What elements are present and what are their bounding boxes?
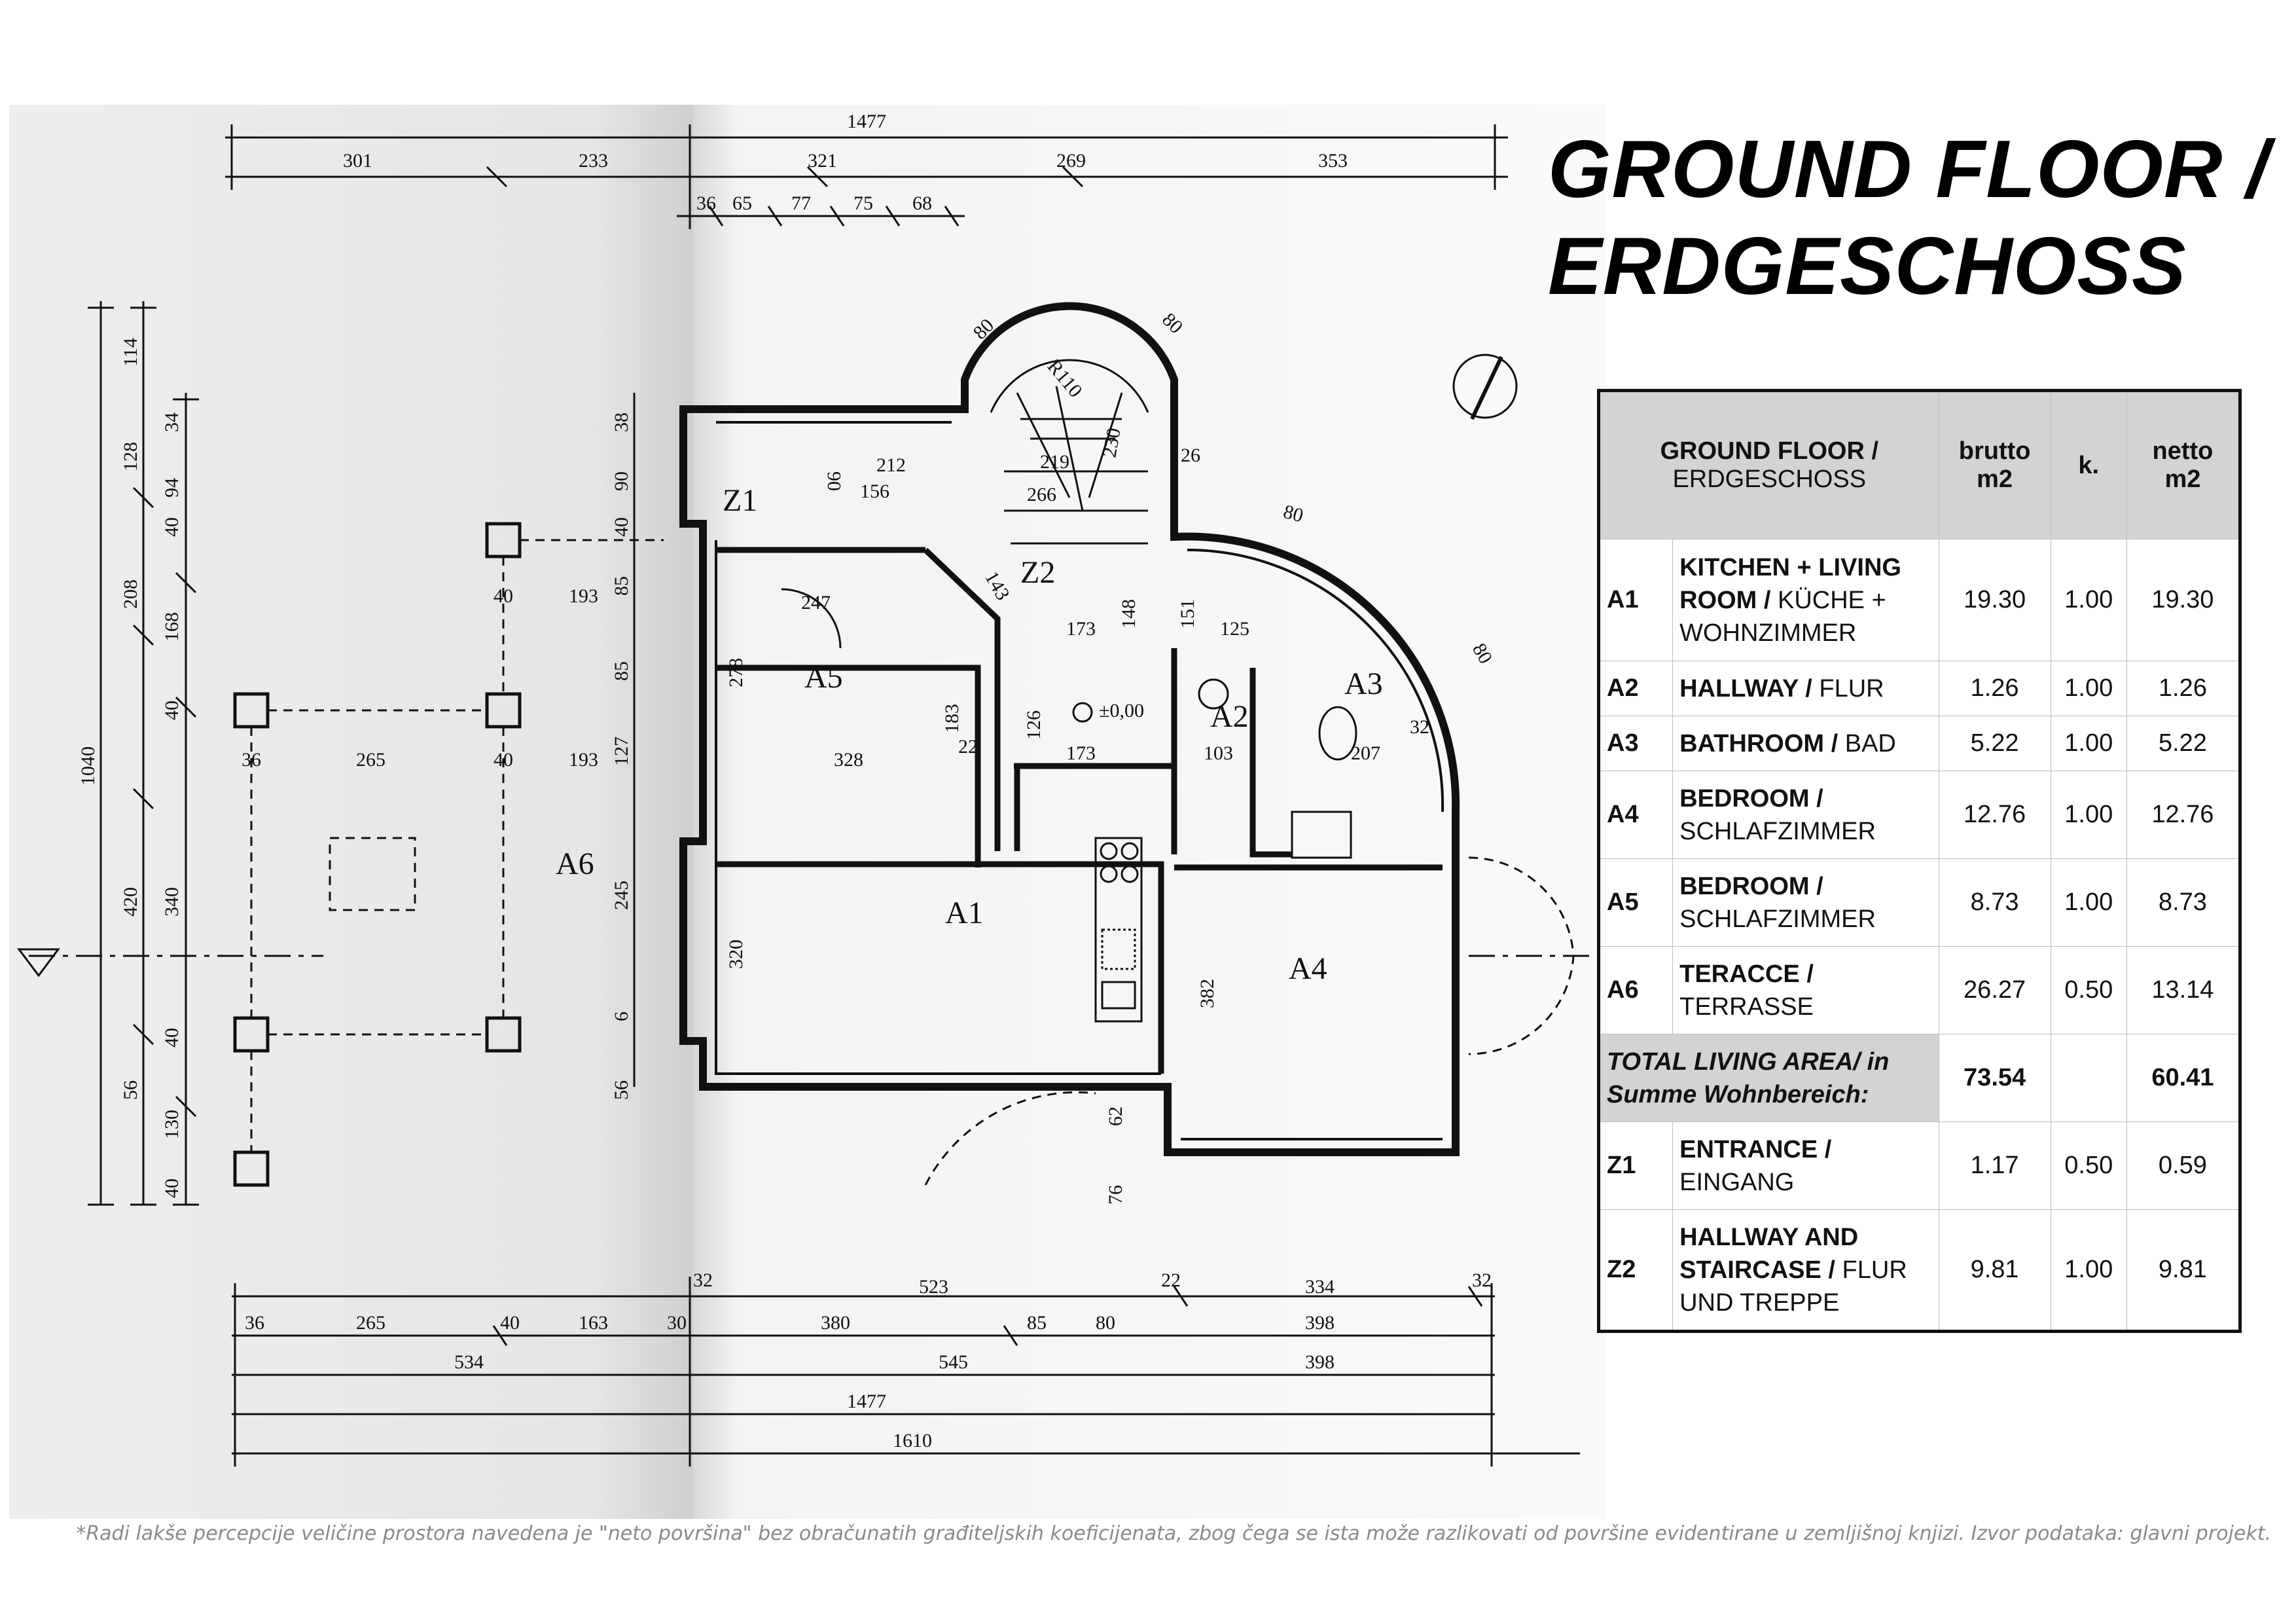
dim-left-6: 6 [611, 1012, 632, 1021]
dim-266: 266 [1027, 484, 1056, 505]
dim-top-total: 1477 [847, 111, 886, 132]
room-code: A3 [1599, 716, 1673, 771]
netto-value: 1.26 [2126, 661, 2240, 716]
room-label-z1: Z1 [723, 483, 758, 518]
dim-left-1040: 1040 [77, 746, 99, 786]
dim-22: 22 [958, 736, 978, 757]
dim-80d: 80 [1467, 640, 1497, 668]
dim-247: 247 [801, 592, 831, 613]
room-description [1673, 1210, 1939, 1332]
room-label-z2: Z2 [1020, 555, 1056, 590]
dim-126: 126 [1023, 710, 1045, 740]
room-code: A5 [1599, 859, 1673, 947]
dim-left-56: 56 [120, 1080, 141, 1100]
dim-bottom-534: 534 [454, 1351, 484, 1373]
brutto-value: 1.17 [1939, 1122, 2051, 1210]
room-code: A4 [1599, 771, 1673, 859]
room-code: Z1 [1599, 1122, 1673, 1210]
room-description [1673, 539, 1939, 661]
room-code: A1 [1599, 539, 1673, 661]
table-row [1599, 716, 2240, 771]
dim-76: 76 [1105, 1185, 1126, 1205]
dim-bottom-523: 523 [919, 1276, 948, 1298]
dim-bottom-32b: 32 [1472, 1269, 1492, 1291]
dim-left-130: 130 [161, 1110, 183, 1139]
table-header-k: k. [2051, 391, 2126, 539]
room-code: A2 [1599, 661, 1673, 716]
dim-40a: 40 [493, 585, 513, 607]
room-name-en: BEDROOM / [1679, 872, 1823, 900]
dim-left-208: 208 [120, 579, 141, 609]
dim-bottom-36: 36 [245, 1312, 264, 1334]
dim-left-40d: 40 [161, 1178, 183, 1198]
room-label-a1: A1 [945, 896, 984, 930]
brutto-value: 1.26 [1939, 661, 2051, 716]
level-marker-label: ±0,00 [1099, 700, 1144, 721]
dim-left-94: 94 [161, 478, 183, 498]
dim-212: 212 [876, 454, 906, 476]
room-label-a4: A4 [1289, 951, 1327, 986]
room-name-de: EINGANG [1679, 1168, 1795, 1196]
brutto-value: 5.22 [1939, 716, 2051, 771]
dim-left-340: 340 [161, 887, 183, 917]
dim-183: 183 [941, 704, 963, 733]
brutto-value: 19.30 [1939, 539, 2051, 661]
k-value: 1.00 [2051, 859, 2126, 947]
dim-left-85a: 85 [611, 576, 632, 596]
room-label-a3: A3 [1344, 666, 1383, 701]
dim-32: 32 [1410, 716, 1429, 738]
dim-bottom-80: 80 [1096, 1312, 1115, 1334]
table-row [1599, 661, 2240, 716]
room-description [1673, 947, 1939, 1034]
dim-top-68: 68 [912, 192, 932, 214]
dim-bottom-85: 85 [1027, 1312, 1047, 1334]
table-row [1599, 1210, 2240, 1332]
netto-value: 8.73 [2126, 859, 2240, 947]
room-name-de: BAD [1844, 729, 1896, 757]
dim-top-353: 353 [1318, 150, 1348, 172]
dim-top-36: 36 [696, 192, 716, 214]
room-description [1673, 859, 1939, 947]
paper-left [9, 105, 693, 1519]
table-header-row [1599, 391, 2240, 539]
dim-80c: 80 [1281, 500, 1306, 527]
total-label: TOTAL LIVING AREA/ in Summe Wohnbereich: [1599, 1034, 1939, 1122]
table-row [1599, 859, 2240, 947]
dim-left-168: 168 [161, 612, 183, 642]
dim-278: 278 [725, 658, 747, 687]
room-label-a5: A5 [804, 660, 843, 695]
k-value: 1.00 [2051, 661, 2126, 716]
netto-value: 19.30 [2126, 539, 2240, 661]
room-name-en: HALLWAY / [1679, 674, 1812, 702]
dim-320: 320 [725, 939, 747, 969]
dim-left-420: 420 [120, 887, 141, 917]
room-description [1673, 661, 1939, 716]
room-name-de: TERRASSE [1679, 993, 1814, 1021]
page-title [1548, 121, 2281, 315]
room-label-a2: A2 [1210, 699, 1249, 734]
dim-40b: 40 [493, 749, 513, 771]
netto-value: 13.14 [2126, 947, 2240, 1034]
room-name-de: SCHLAFZIMMER [1679, 905, 1876, 933]
room-name-de: SCHLAFZIMMER [1679, 817, 1876, 845]
dim-143: 143 [980, 568, 1014, 604]
dim-06: 06 [823, 471, 845, 491]
table-header-floor [1599, 391, 1939, 539]
dim-328: 328 [834, 749, 863, 771]
dim-151: 151 [1177, 599, 1198, 629]
k-value: 1.00 [2051, 539, 2126, 661]
room-description [1673, 771, 1939, 859]
dim-top-75: 75 [853, 192, 873, 214]
dim-bottom-545: 545 [939, 1351, 968, 1373]
brutto-value: 26.27 [1939, 947, 2051, 1034]
total-netto: 60.41 [2126, 1034, 2240, 1122]
dim-26: 26 [1181, 445, 1200, 466]
room-description [1673, 1122, 1939, 1210]
dim-173b: 173 [1066, 742, 1096, 764]
table-row [1599, 539, 2240, 661]
dim-left-127: 127 [611, 737, 632, 766]
room-name-en: TERACCE / [1679, 960, 1814, 988]
room-name-de: KÜCHE + WOHNZIMMER [1679, 586, 1886, 647]
room-code: Z2 [1599, 1210, 1673, 1332]
dim-left-85b: 85 [611, 661, 632, 681]
dim-top-301: 301 [343, 150, 372, 172]
room-name-en: BEDROOM / [1679, 784, 1823, 812]
table-total-row [1599, 1034, 2240, 1122]
dim-top-269: 269 [1056, 150, 1086, 172]
brutto-value: 8.73 [1939, 859, 2051, 947]
k-value: 0.50 [2051, 1122, 2126, 1210]
dim-left-128: 128 [120, 442, 141, 471]
dim-top-233: 233 [579, 150, 608, 172]
dim-left-34: 34 [161, 412, 183, 432]
floor-plan [9, 105, 1606, 1519]
page-title-line1: GROUND FLOOR / [1548, 124, 2270, 215]
dim-173a: 173 [1066, 618, 1096, 640]
dim-left-38: 38 [611, 412, 632, 432]
table-row [1599, 771, 2240, 859]
room-name-en: ENTRANCE / [1679, 1135, 1832, 1163]
table-row [1599, 947, 2240, 1034]
table-header-floor-en: GROUND FLOOR / [1660, 437, 1879, 465]
dim-bottom-32a: 32 [693, 1269, 713, 1291]
dim-bottom-30: 30 [667, 1312, 687, 1334]
k-value: 1.00 [2051, 1210, 2126, 1332]
dim-left-114: 114 [120, 338, 141, 367]
room-name-en: HALLWAY AND STAIRCASE / [1679, 1223, 1859, 1284]
netto-value: 9.81 [2126, 1210, 2240, 1332]
dim-bottom-380: 380 [821, 1312, 850, 1334]
table-header-netto: netto m2 [2126, 391, 2240, 539]
dim-156: 156 [860, 481, 889, 502]
room-code: A6 [1599, 947, 1673, 1034]
netto-value: 5.22 [2126, 716, 2240, 771]
room-name-de: FLUR [1819, 674, 1884, 702]
dim-219: 219 [1040, 451, 1069, 473]
dim-382: 382 [1196, 979, 1218, 1008]
page-title-line2: ERDGESCHOSS [1548, 221, 2187, 312]
dim-left-40b: 40 [161, 701, 183, 720]
table-header-brutto: brutto m2 [1939, 391, 2051, 539]
room-description [1673, 716, 1939, 771]
k-value: 0.50 [2051, 947, 2126, 1034]
area-table [1597, 389, 2242, 1333]
dim-bottom-265: 265 [356, 1312, 386, 1334]
dim-36: 36 [242, 749, 261, 771]
total-brutto: 73.54 [1939, 1034, 2051, 1122]
dim-bottom-398: 398 [1305, 1312, 1335, 1334]
dim-top-321: 321 [808, 150, 837, 172]
netto-value: 0.59 [2126, 1122, 2240, 1210]
dim-left-90: 90 [611, 471, 632, 491]
room-name-en: BATHROOM / [1679, 729, 1839, 757]
dim-265: 265 [356, 749, 386, 771]
room-label-a6: A6 [556, 847, 594, 881]
dim-230: 230 [1098, 426, 1125, 460]
brutto-value: 9.81 [1939, 1210, 2051, 1332]
dim-r110: R110 [1043, 356, 1086, 402]
dim-bottom-22: 22 [1161, 1269, 1181, 1291]
dim-bottom-163: 163 [579, 1312, 608, 1334]
dim-bottom-398b: 398 [1305, 1351, 1335, 1373]
dim-top-77: 77 [791, 192, 811, 214]
brutto-value: 12.76 [1939, 771, 2051, 859]
netto-value: 12.76 [2126, 771, 2240, 859]
dim-left-40e: 40 [611, 517, 632, 537]
k-value: 1.00 [2051, 716, 2126, 771]
k-value: 1.00 [2051, 771, 2126, 859]
footnote: *Radi lakše percepcije veličine prostora navedena je "neto površina" bez obračunatih građiteljskih koeficijenata, zbog čega se ista može razlikovati od površine evidentirane u zemljišnoj knjizi. Izvor podataka: glavni projekt. [76, 1522, 2271, 1545]
dim-left-40a: 40 [161, 517, 183, 537]
dim-148: 148 [1118, 599, 1139, 629]
table-header-floor-de: ERDGESCHOSS [1672, 465, 1867, 493]
room-name-de: FLUR UND TREPPE [1679, 1256, 1907, 1317]
dim-80b: 80 [1158, 308, 1187, 338]
dim-left-40c: 40 [161, 1028, 183, 1048]
dim-103: 103 [1204, 742, 1233, 764]
dim-193b: 193 [569, 749, 598, 771]
dim-bottom-40: 40 [500, 1312, 520, 1334]
dim-bottom-334: 334 [1305, 1276, 1335, 1298]
dim-top-65: 65 [732, 192, 752, 214]
dim-left-245: 245 [611, 881, 632, 910]
dim-62: 62 [1105, 1106, 1126, 1126]
dim-125: 125 [1220, 618, 1249, 640]
table-row [1599, 1122, 2240, 1210]
total-k [2051, 1034, 2126, 1122]
room-name-en: KITCHEN + LIVING ROOM / [1679, 553, 1901, 614]
dim-80a: 80 [969, 314, 999, 344]
dim-left-56b: 56 [611, 1080, 632, 1100]
dim-bottom-1477: 1477 [847, 1391, 886, 1412]
dim-bottom-1610: 1610 [893, 1430, 932, 1451]
dim-193a: 193 [569, 585, 598, 607]
paper-right [693, 105, 1606, 1519]
dim-207: 207 [1351, 742, 1380, 764]
